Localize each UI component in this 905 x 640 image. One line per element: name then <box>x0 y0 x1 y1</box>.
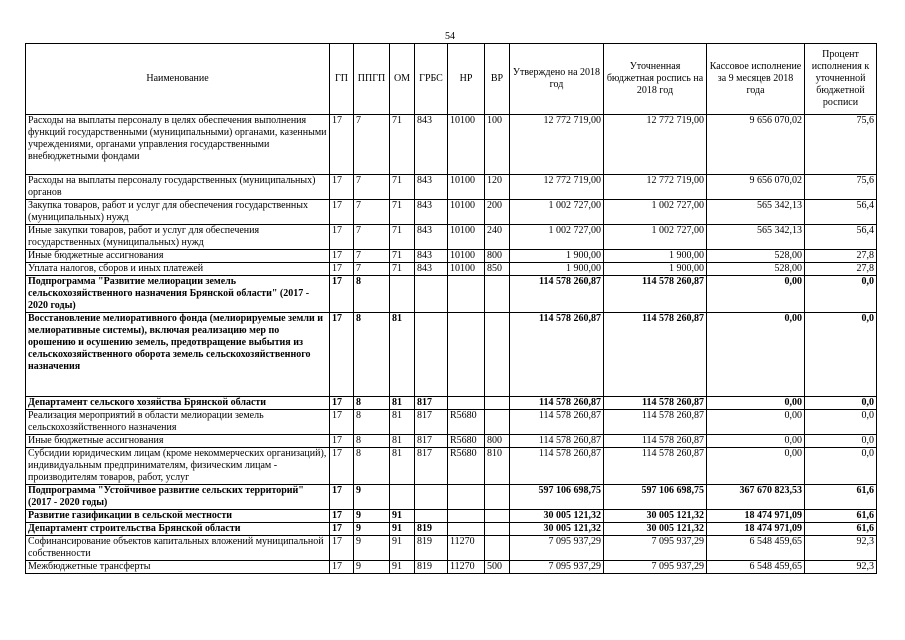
cell-om: 91 <box>390 523 415 536</box>
cell-vr <box>485 485 510 510</box>
cell-cash: 0,00 <box>707 397 805 410</box>
cell-cash: 565 342,13 <box>707 225 805 250</box>
cell-approved: 30 005 121,32 <box>510 510 604 523</box>
cell-percent: 61,6 <box>805 485 877 510</box>
table-row <box>26 485 877 510</box>
cell-nr: 10100 <box>448 200 485 225</box>
cell-revised: 7 095 937,29 <box>604 561 707 574</box>
table-row <box>26 115 877 175</box>
cell-percent: 56,4 <box>805 200 877 225</box>
table-header-row <box>26 44 877 115</box>
cell-vr: 800 <box>485 250 510 263</box>
cell-gp: 17 <box>330 523 354 536</box>
cell-approved: 1 002 727,00 <box>510 225 604 250</box>
cell-ppgp: 8 <box>354 435 390 448</box>
cell-om: 71 <box>390 225 415 250</box>
cell-nr <box>448 397 485 410</box>
cell-percent: 0,0 <box>805 410 877 435</box>
header-ppgp: ППГП <box>354 44 390 115</box>
cell-gp: 17 <box>330 561 354 574</box>
page-number: 54 <box>445 31 455 42</box>
cell-revised: 1 900,00 <box>604 250 707 263</box>
table-row <box>26 523 877 536</box>
cell-cash: 9 656 070,02 <box>707 175 805 200</box>
cell-vr <box>485 523 510 536</box>
cell-name: Иные закупки товаров, работ и услуг для обеспечения государственных (муниципальных) нужд <box>26 225 330 250</box>
cell-revised: 1 002 727,00 <box>604 225 707 250</box>
cell-vr <box>485 536 510 561</box>
cell-percent: 0,0 <box>805 435 877 448</box>
table-row <box>26 410 877 435</box>
cell-cash: 9 656 070,02 <box>707 115 805 175</box>
cell-ppgp: 7 <box>354 200 390 225</box>
cell-cash: 18 474 971,09 <box>707 523 805 536</box>
cell-approved: 1 900,00 <box>510 263 604 276</box>
cell-vr: 120 <box>485 175 510 200</box>
cell-percent: 27,8 <box>805 263 877 276</box>
cell-vr: 850 <box>485 263 510 276</box>
cell-gp: 17 <box>330 276 354 313</box>
cell-percent: 92,3 <box>805 536 877 561</box>
cell-ppgp: 8 <box>354 276 390 313</box>
cell-revised: 597 106 698,75 <box>604 485 707 510</box>
cell-ppgp: 9 <box>354 561 390 574</box>
cell-grbs: 843 <box>415 115 448 175</box>
cell-gp: 17 <box>330 485 354 510</box>
cell-nr: R5680 <box>448 410 485 435</box>
cell-grbs: 843 <box>415 225 448 250</box>
cell-ppgp: 8 <box>354 448 390 485</box>
table-body <box>26 115 877 574</box>
cell-percent: 0,0 <box>805 313 877 397</box>
cell-approved: 1 002 727,00 <box>510 200 604 225</box>
cell-ppgp: 7 <box>354 115 390 175</box>
cell-vr: 240 <box>485 225 510 250</box>
cell-approved: 114 578 260,87 <box>510 435 604 448</box>
cell-ppgp: 8 <box>354 397 390 410</box>
cell-revised: 114 578 260,87 <box>604 435 707 448</box>
cell-cash: 0,00 <box>707 410 805 435</box>
table-row <box>26 435 877 448</box>
table-row <box>26 313 877 397</box>
cell-approved: 597 106 698,75 <box>510 485 604 510</box>
cell-revised: 7 095 937,29 <box>604 536 707 561</box>
cell-name: Расходы на выплаты персоналу в целях обеспечения выполнения функций государственными (муниципальными) органами, казенными учреждениями, органами управления государственными внебюджетными фондами <box>26 115 330 175</box>
cell-approved: 7 095 937,29 <box>510 536 604 561</box>
cell-om: 91 <box>390 536 415 561</box>
cell-grbs <box>415 276 448 313</box>
header-name: Наименование <box>26 44 330 115</box>
cell-name: Подпрограмма "Развитие мелиорации земель сельскохозяйственного назначения Брянской области" (2017 - 2020 годы) <box>26 276 330 313</box>
cell-name: Иные бюджетные ассигнования <box>26 250 330 263</box>
cell-vr: 500 <box>485 561 510 574</box>
cell-revised: 114 578 260,87 <box>604 397 707 410</box>
cell-approved: 12 772 719,00 <box>510 115 604 175</box>
table-row <box>26 510 877 523</box>
budget-table <box>25 43 877 574</box>
header-gp: ГП <box>330 44 354 115</box>
cell-gp: 17 <box>330 510 354 523</box>
cell-cash: 0,00 <box>707 276 805 313</box>
cell-om: 81 <box>390 313 415 397</box>
cell-ppgp: 9 <box>354 536 390 561</box>
cell-nr: R5680 <box>448 435 485 448</box>
cell-approved: 7 095 937,29 <box>510 561 604 574</box>
cell-grbs <box>415 485 448 510</box>
cell-revised: 30 005 121,32 <box>604 510 707 523</box>
cell-name: Департамент сельского хозяйства Брянской области <box>26 397 330 410</box>
cell-name: Закупка товаров, работ и услуг для обеспечения государственных (муниципальных) нужд <box>26 200 330 225</box>
table-row <box>26 561 877 574</box>
cell-name: Уплата налогов, сборов и иных платежей <box>26 263 330 276</box>
cell-ppgp: 9 <box>354 523 390 536</box>
cell-grbs: 843 <box>415 175 448 200</box>
cell-approved: 114 578 260,87 <box>510 448 604 485</box>
cell-vr <box>485 510 510 523</box>
cell-percent: 61,6 <box>805 523 877 536</box>
cell-approved: 114 578 260,87 <box>510 410 604 435</box>
cell-nr: 10100 <box>448 175 485 200</box>
cell-name: Расходы на выплаты персоналу государственных (муниципальных) органов <box>26 175 330 200</box>
table-row <box>26 225 877 250</box>
cell-cash: 367 670 823,53 <box>707 485 805 510</box>
cell-cash: 0,00 <box>707 448 805 485</box>
cell-percent: 27,8 <box>805 250 877 263</box>
cell-ppgp: 7 <box>354 250 390 263</box>
cell-percent: 56,4 <box>805 225 877 250</box>
cell-revised: 1 900,00 <box>604 263 707 276</box>
cell-cash: 528,00 <box>707 263 805 276</box>
cell-ppgp: 7 <box>354 225 390 250</box>
cell-percent: 0,0 <box>805 276 877 313</box>
cell-grbs <box>415 510 448 523</box>
cell-approved: 30 005 121,32 <box>510 523 604 536</box>
cell-om: 71 <box>390 263 415 276</box>
cell-om: 71 <box>390 115 415 175</box>
cell-vr: 810 <box>485 448 510 485</box>
cell-nr <box>448 510 485 523</box>
cell-grbs: 819 <box>415 561 448 574</box>
cell-name: Межбюджетные трансферты <box>26 561 330 574</box>
cell-nr <box>448 523 485 536</box>
cell-gp: 17 <box>330 536 354 561</box>
cell-ppgp: 9 <box>354 485 390 510</box>
cell-nr: 10100 <box>448 250 485 263</box>
cell-om: 81 <box>390 397 415 410</box>
cell-name: Иные бюджетные ассигнования <box>26 435 330 448</box>
cell-percent: 92,3 <box>805 561 877 574</box>
cell-approved: 114 578 260,87 <box>510 276 604 313</box>
cell-grbs: 817 <box>415 410 448 435</box>
cell-gp: 17 <box>330 175 354 200</box>
table-row <box>26 397 877 410</box>
cell-nr <box>448 485 485 510</box>
cell-percent: 61,6 <box>805 510 877 523</box>
cell-om: 91 <box>390 510 415 523</box>
cell-vr <box>485 276 510 313</box>
cell-revised: 1 002 727,00 <box>604 200 707 225</box>
cell-name: Субсидии юридическим лицам (кроме некоммерческих организаций), индивидуальным предпринимателям, физическим лицам - производителям товаров, работ, услуг <box>26 448 330 485</box>
cell-grbs: 817 <box>415 397 448 410</box>
cell-approved: 1 900,00 <box>510 250 604 263</box>
cell-nr: R5680 <box>448 448 485 485</box>
cell-grbs: 817 <box>415 448 448 485</box>
cell-grbs <box>415 313 448 397</box>
cell-vr: 800 <box>485 435 510 448</box>
cell-gp: 17 <box>330 435 354 448</box>
cell-name: Департамент строительства Брянской области <box>26 523 330 536</box>
table-row <box>26 276 877 313</box>
cell-gp: 17 <box>330 200 354 225</box>
cell-grbs: 819 <box>415 536 448 561</box>
cell-revised: 114 578 260,87 <box>604 313 707 397</box>
header-om: ОМ <box>390 44 415 115</box>
cell-percent: 0,0 <box>805 448 877 485</box>
cell-approved: 12 772 719,00 <box>510 175 604 200</box>
cell-vr: 100 <box>485 115 510 175</box>
cell-nr: 11270 <box>448 536 485 561</box>
cell-revised: 114 578 260,87 <box>604 410 707 435</box>
cell-grbs: 843 <box>415 263 448 276</box>
header-revised: Уточненная бюджетная роспись на 2018 год <box>604 44 707 115</box>
table-row <box>26 448 877 485</box>
header-nr: НР <box>448 44 485 115</box>
cell-cash: 528,00 <box>707 250 805 263</box>
table-row <box>26 536 877 561</box>
cell-cash: 0,00 <box>707 435 805 448</box>
header-vr: ВР <box>485 44 510 115</box>
header-cash: Кассовое исполнение за 9 месяцев 2018 года <box>707 44 805 115</box>
table-row <box>26 200 877 225</box>
cell-revised: 12 772 719,00 <box>604 115 707 175</box>
cell-ppgp: 9 <box>354 510 390 523</box>
cell-approved: 114 578 260,87 <box>510 397 604 410</box>
cell-ppgp: 8 <box>354 410 390 435</box>
table-row <box>26 250 877 263</box>
cell-name: Софинансирование объектов капитальных вложений муниципальной собственности <box>26 536 330 561</box>
cell-om: 71 <box>390 250 415 263</box>
cell-om <box>390 276 415 313</box>
cell-cash: 0,00 <box>707 313 805 397</box>
cell-percent: 75,6 <box>805 115 877 175</box>
cell-nr: 10100 <box>448 115 485 175</box>
cell-gp: 17 <box>330 397 354 410</box>
cell-percent: 75,6 <box>805 175 877 200</box>
cell-gp: 17 <box>330 313 354 397</box>
cell-grbs: 819 <box>415 523 448 536</box>
cell-revised: 30 005 121,32 <box>604 523 707 536</box>
cell-ppgp: 8 <box>354 313 390 397</box>
header-grbs: ГРБС <box>415 44 448 115</box>
cell-vr <box>485 397 510 410</box>
cell-revised: 12 772 719,00 <box>604 175 707 200</box>
cell-nr <box>448 313 485 397</box>
cell-nr <box>448 276 485 313</box>
cell-cash: 565 342,13 <box>707 200 805 225</box>
cell-ppgp: 7 <box>354 263 390 276</box>
cell-om: 81 <box>390 410 415 435</box>
cell-om: 81 <box>390 448 415 485</box>
cell-revised: 114 578 260,87 <box>604 448 707 485</box>
cell-gp: 17 <box>330 250 354 263</box>
cell-percent: 0,0 <box>805 397 877 410</box>
cell-nr: 10100 <box>448 263 485 276</box>
cell-cash: 6 548 459,65 <box>707 536 805 561</box>
cell-gp: 17 <box>330 448 354 485</box>
cell-gp: 17 <box>330 225 354 250</box>
cell-name: Развитие газификации в сельской местности <box>26 510 330 523</box>
cell-gp: 17 <box>330 410 354 435</box>
cell-cash: 18 474 971,09 <box>707 510 805 523</box>
cell-ppgp: 7 <box>354 175 390 200</box>
table-row <box>26 175 877 200</box>
cell-om: 81 <box>390 435 415 448</box>
cell-revised: 114 578 260,87 <box>604 276 707 313</box>
cell-name: Реализация мероприятий в области мелиорации земель сельскохозяйственного назначения <box>26 410 330 435</box>
cell-vr <box>485 410 510 435</box>
cell-vr <box>485 313 510 397</box>
cell-nr: 10100 <box>448 225 485 250</box>
cell-grbs: 843 <box>415 200 448 225</box>
cell-approved: 114 578 260,87 <box>510 313 604 397</box>
cell-grbs: 817 <box>415 435 448 448</box>
cell-om: 71 <box>390 175 415 200</box>
header-approved: Утверждено на 2018 год <box>510 44 604 115</box>
cell-om <box>390 485 415 510</box>
cell-gp: 17 <box>330 263 354 276</box>
header-percent: Процент исполнения к уточненной бюджетной росписи <box>805 44 877 115</box>
cell-vr: 200 <box>485 200 510 225</box>
cell-nr: 11270 <box>448 561 485 574</box>
cell-om: 71 <box>390 200 415 225</box>
table-row <box>26 263 877 276</box>
cell-name: Подпрограмма "Устойчивое развитие сельских территорий" (2017 - 2020 годы) <box>26 485 330 510</box>
cell-om: 91 <box>390 561 415 574</box>
cell-name: Восстановление мелиоративного фонда (мелиорируемые земли и мелиоративные системы), включая реализацию мер по орошению и осушению земель, предотвращение выбытия из сельскохозяйственного оборота земель сельскохозяйственного назначения <box>26 313 330 397</box>
cell-gp: 17 <box>330 115 354 175</box>
cell-cash: 6 548 459,65 <box>707 561 805 574</box>
cell-grbs: 843 <box>415 250 448 263</box>
